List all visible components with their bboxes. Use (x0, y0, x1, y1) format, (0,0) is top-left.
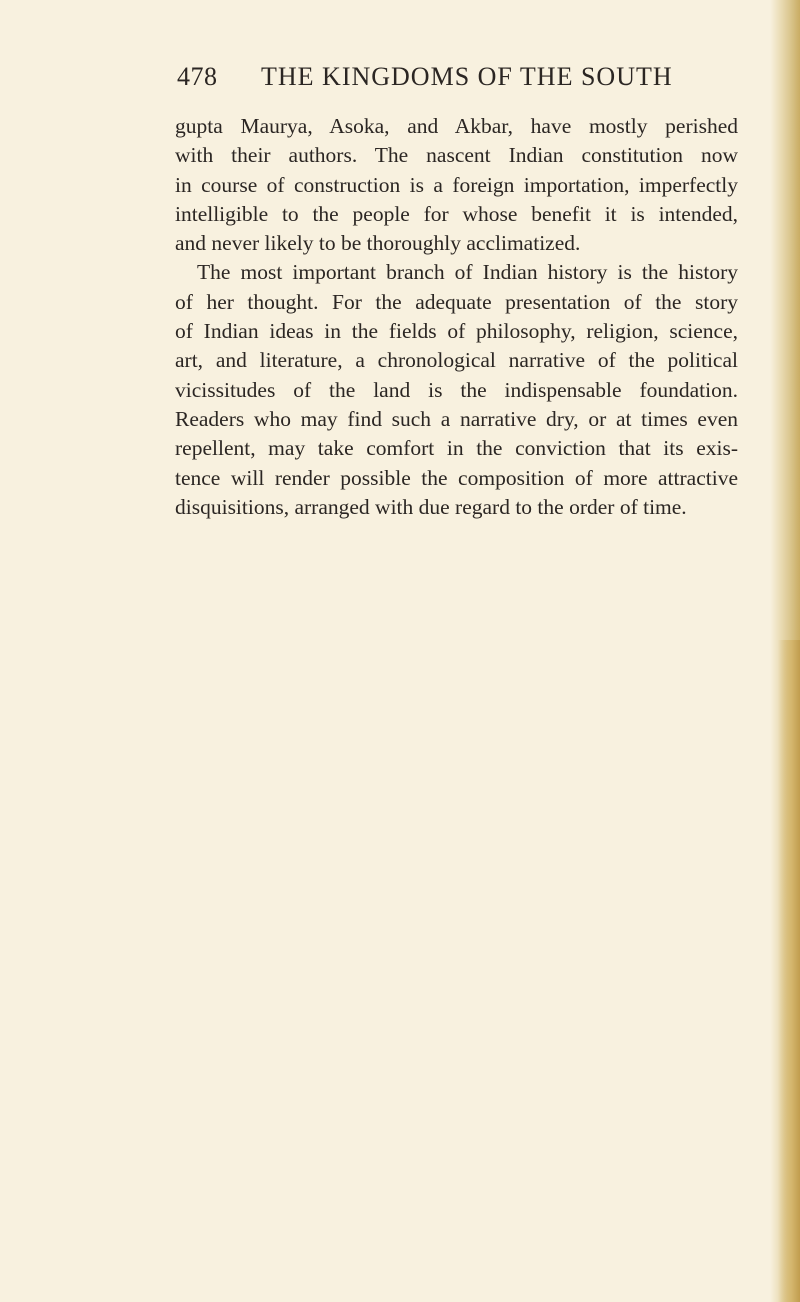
page-edge-discoloration (778, 640, 800, 1302)
text-line: gupta Maurya, Asoka, and Akbar, have mostly perished (175, 114, 738, 138)
text-line: disquisitions, arranged with due regard to the order of time. (175, 494, 687, 519)
text-line: of her thought. For the adequate presentation of the story (175, 289, 738, 314)
text-line: intelligible to the people for whose benefit it is intended, (175, 201, 738, 226)
text-line: tence will render possible the composition of more attractive (175, 465, 738, 490)
text-line: of Indian ideas in the fields of philosophy, religion, science, (175, 319, 738, 344)
text-line: and never likely to be thoroughly acclimatized. (175, 231, 581, 256)
running-title: THE KINGDOMS OF THE SOUTH (261, 62, 673, 91)
text-line: art, and literature, a chronological narrative of the political (175, 348, 738, 373)
page-number: 478 (177, 62, 218, 91)
running-header (177, 62, 737, 98)
text-line: in course of construction is a foreign importation, imperfectly (175, 172, 738, 197)
text-line: with their authors. The nascent Indian constitution now (175, 143, 738, 168)
text-line: vicissitudes of the land is the indispensable foundation. (175, 377, 738, 402)
text-line: The most important branch of Indian history is the history (197, 260, 738, 285)
text-line: repellent, may take comfort in the conviction that its exis- (175, 436, 738, 461)
body-text (175, 112, 738, 522)
text-line: Readers who may find such a narrative dry, or at times even (175, 406, 738, 431)
